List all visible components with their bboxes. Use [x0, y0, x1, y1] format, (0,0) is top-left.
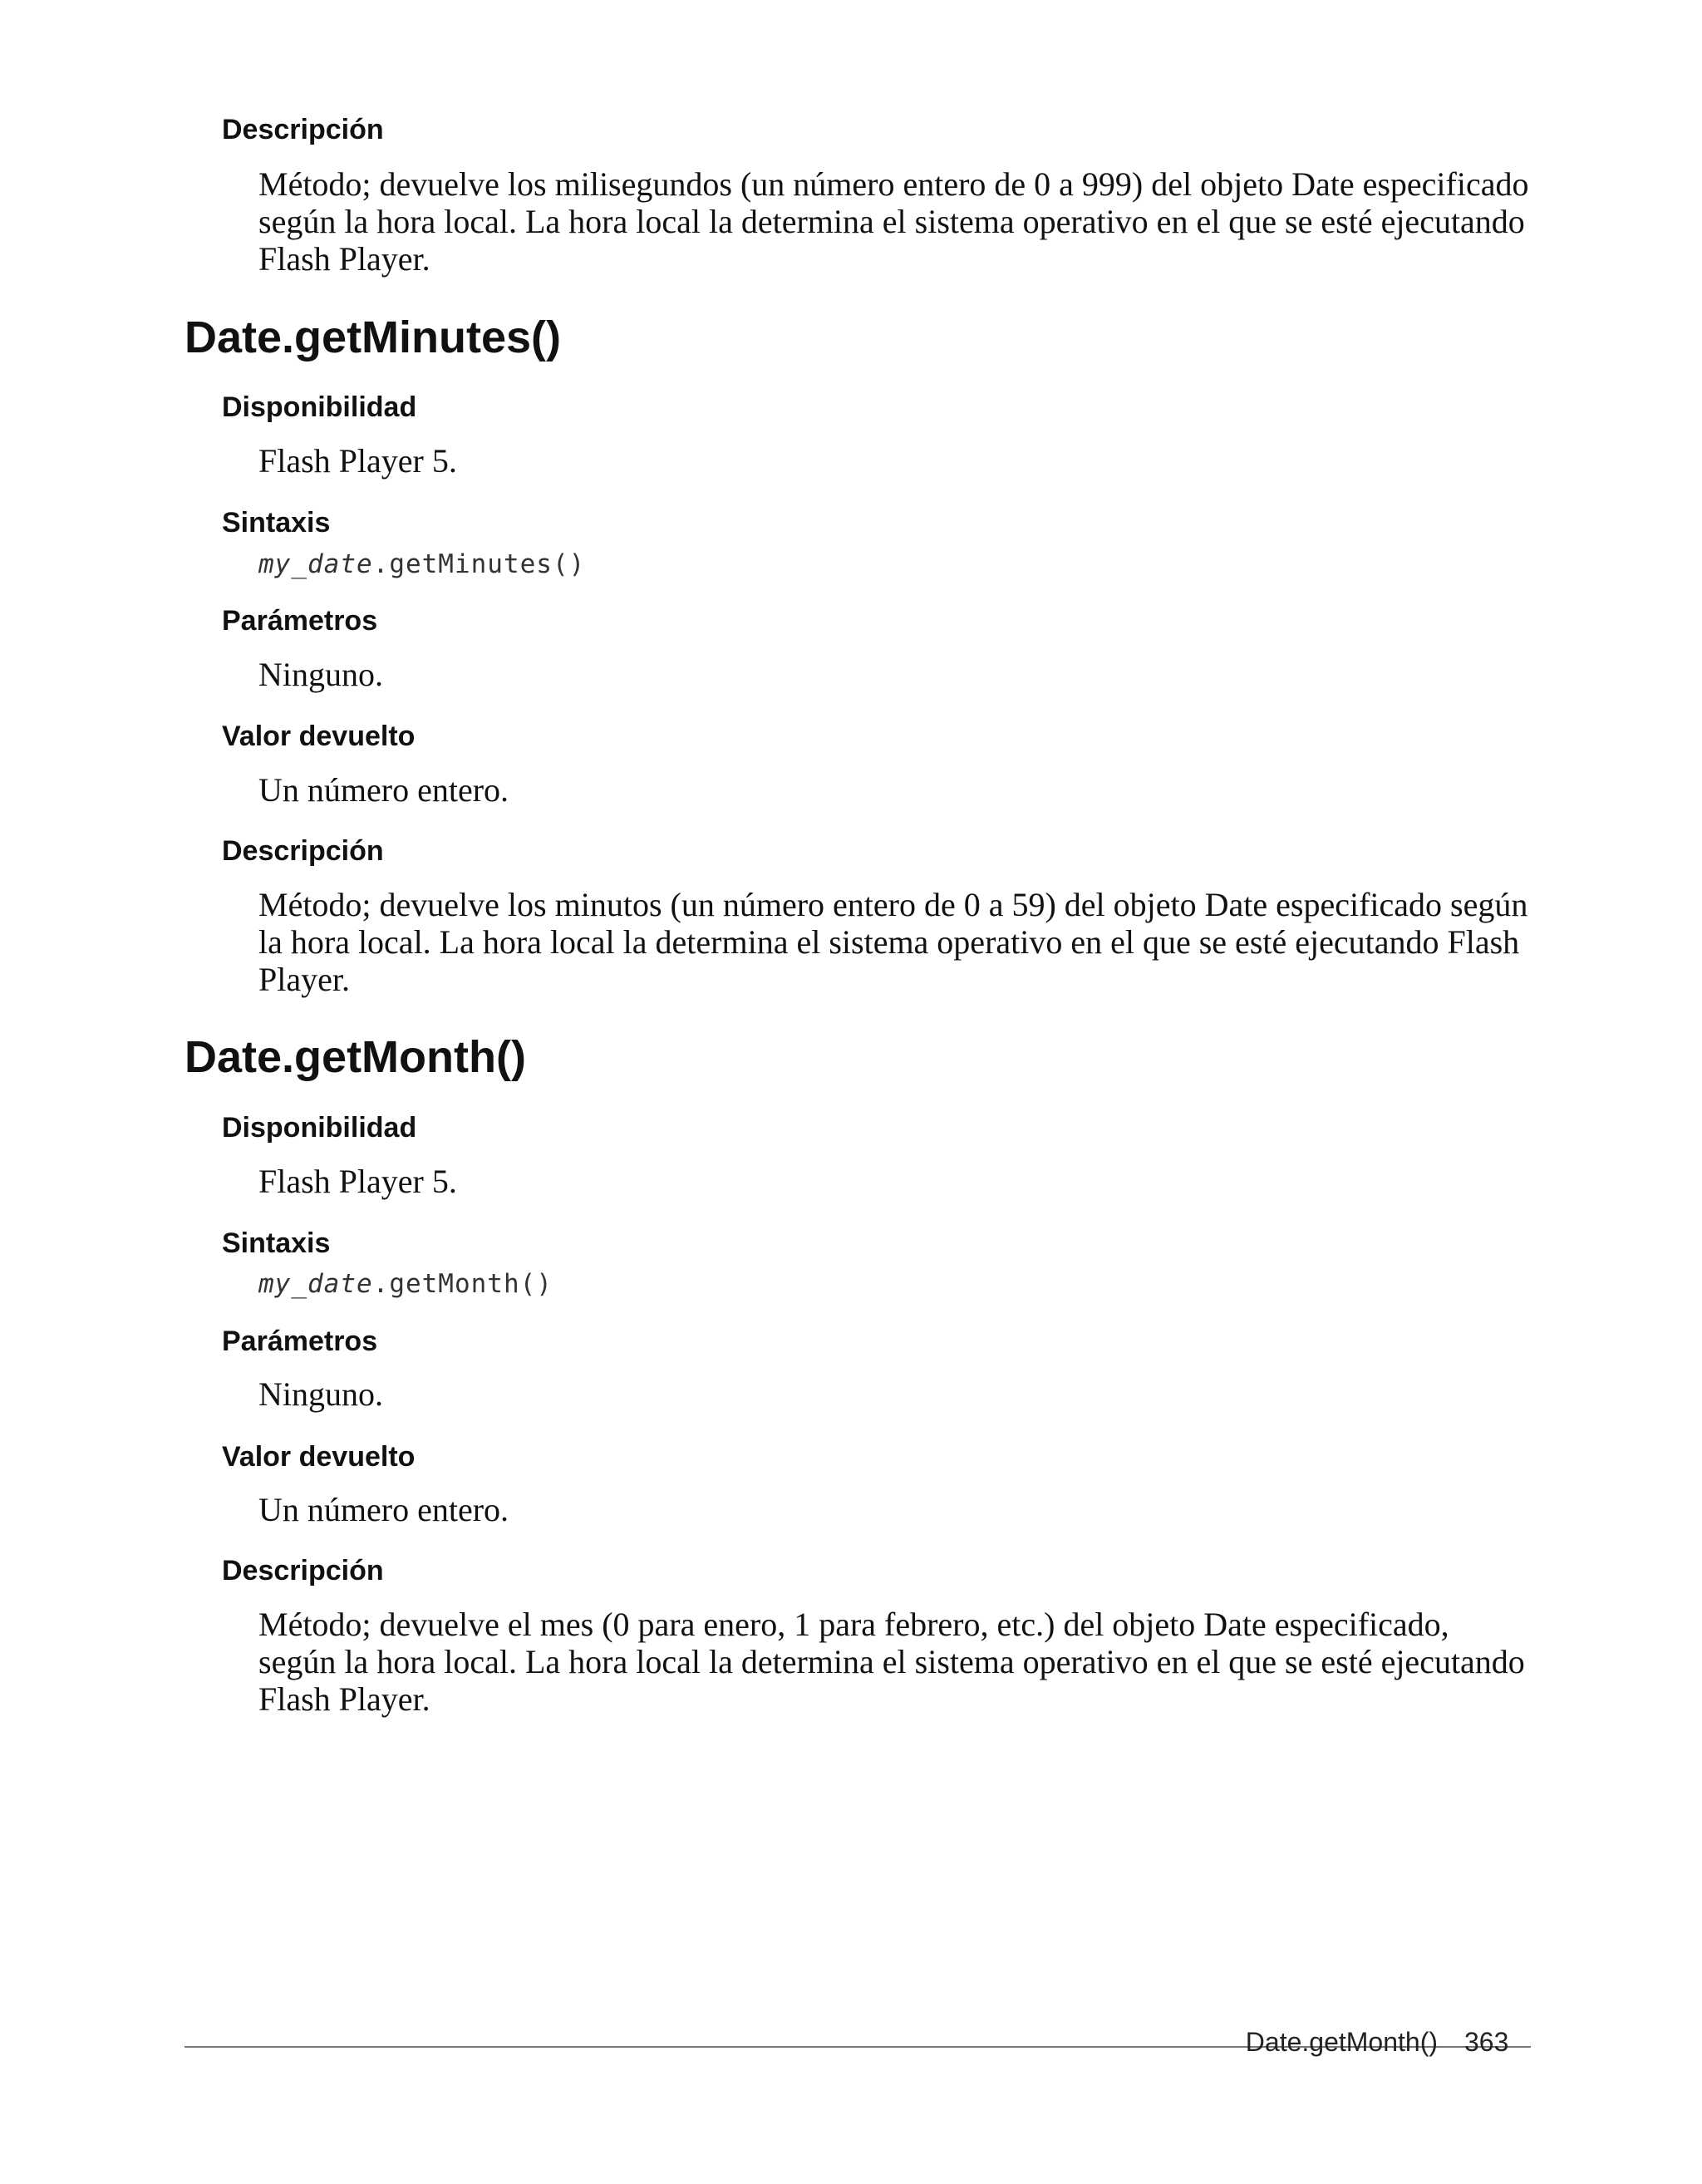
syntax-code [258, 1267, 553, 1301]
description-text: Método; devuelve los milisegundos (un número entero de 0 a 999) del objeto Date especificado según la hora local. La hora local la determina el sistema operativo en el que se esté ejecutando Flash Player. [258, 165, 1529, 278]
page-number: 363 [1464, 2027, 1509, 2057]
parameters-text: Ninguno. [258, 1375, 383, 1413]
return-value-text: Un número entero. [258, 771, 509, 809]
parameters-heading: Parámetros [222, 1326, 378, 1357]
entry-title-getmonth: Date.getMonth() [184, 1032, 526, 1082]
description-heading: Descripción [222, 835, 384, 867]
return-value-text: Un número entero. [258, 1491, 509, 1528]
syntax-heading: Sintaxis [222, 507, 331, 539]
syntax-code [258, 548, 585, 581]
availability-text: Flash Player 5. [258, 442, 457, 480]
availability-heading: Disponibilidad [222, 391, 417, 423]
entry-title-getminutes: Date.getMinutes() [184, 312, 562, 362]
availability-text: Flash Player 5. [258, 1163, 457, 1200]
availability-heading: Disponibilidad [222, 1112, 417, 1144]
syntax-method: .getMinutes() [372, 549, 586, 579]
description-text: Método; devuelve los minutos (un número entero de 0 a 59) del objeto Date especificado según la hora local. La hora local la determina el sistema operativo en el que se esté ejecutando Flash Player. [258, 886, 1528, 998]
return-value-heading: Valor devuelto [222, 1441, 416, 1473]
description-text: Método; devuelve el mes (0 para enero, 1 para febrero, etc.) del objeto Date especificado, según la hora local. La hora local la determina el sistema operativo en el que se esté ejecutando Flash Player. [258, 1606, 1525, 1718]
description-heading: Descripción [222, 1555, 384, 1586]
running-footer-title: Date.getMonth() [1245, 2027, 1438, 2057]
syntax-method: .getMonth() [372, 1269, 553, 1299]
syntax-object: my_date [258, 1269, 373, 1299]
parameters-heading: Parámetros [222, 605, 378, 637]
syntax-object: my_date [258, 549, 373, 579]
syntax-heading: Sintaxis [222, 1227, 331, 1259]
return-value-heading: Valor devuelto [222, 721, 416, 752]
parameters-text: Ninguno. [258, 656, 383, 693]
description-heading: Descripción [222, 114, 384, 145]
